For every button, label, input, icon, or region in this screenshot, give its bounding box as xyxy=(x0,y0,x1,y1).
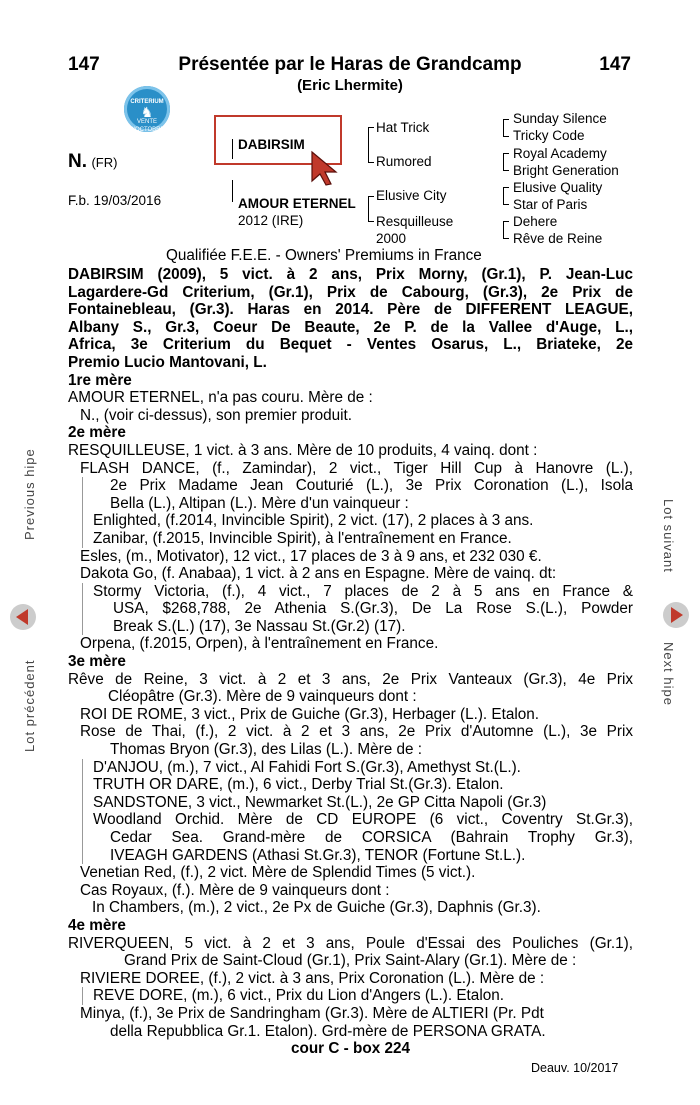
reve-de-reine-line: Rêve de Reine, 3 vict. à 2 et 3 ans, 2e Prix Vanteaux (Gr.3), 4e Prix xyxy=(68,670,633,688)
cas-royaux-line: Cas Royaux, (f.). Mère de 9 vainqueurs dont : xyxy=(80,881,390,899)
esles-line: Esles, (m., Motivator), 12 vict., 17 places de 3 à 9 ans, et 232 030 €. xyxy=(80,547,542,565)
cursor-arrow-icon xyxy=(310,150,340,186)
venetian-red-line: Venetian Red, (f.), 2 vict. Mère de Splendid Times (5 vict.). xyxy=(80,864,476,882)
horse-sex xyxy=(68,151,117,173)
sire-bracket xyxy=(368,127,374,163)
location-box: cour C - box 224 xyxy=(290,1040,410,1058)
footer-date: Deauv. 10/2017 xyxy=(531,1061,619,1075)
dakota-line: Dakota Go, (f. Anabaa), 1 vict. à 2 ans en Espagne. Mère de vainq. dt: xyxy=(80,565,557,583)
stormy-victoria-line: Break S.(L.) (17), 3e Nassau St.(Gr.2) (17). xyxy=(113,617,406,635)
riviere-doree-line: RIVIERE DOREE, (f.), 2 vict. à 3 ans, Prix Coronation (L.). Mère de : xyxy=(80,969,545,987)
rose-de-thai-line: Rose de Thai, (f.), 2 vict. à 2 et 3 ans, 2e Prix d'Automne (L.), 3e Prix xyxy=(80,723,633,741)
g3-star-of-paris: Star of Paris xyxy=(513,197,588,212)
g3-elusive-quality: Elusive Quality xyxy=(513,180,603,195)
sandstone-line: SANDSTONE, 3 vict., Newmarket St.(L.), 2e GP Citta Napoli (Gr.3) xyxy=(93,793,547,811)
first-dam-produce: N., (voir ci-dessus), son premier produit. xyxy=(80,406,353,424)
flash-dance-line: Bella (L.), Altipan (L.). Mère d'un vainqueur : xyxy=(110,494,409,512)
dam-bracket xyxy=(368,196,374,222)
stormy-victoria-line: Stormy Victoria, (f.), 4 vict., 7 places de 2 à 5 ans en France & xyxy=(93,582,633,600)
zanibar-line: Zanibar, (f.2015, Invincible Spirit), à l'entraînement en France. xyxy=(93,529,512,547)
sire-dam: Rumored xyxy=(376,154,432,169)
sire-record-line: Lagardere-Gd Criterium, (Gr.1), Prix de Cabourg, (Gr.3), 2e Prix de xyxy=(68,283,633,301)
minya-line: Minya, (f.), 3e Prix de Sandringham (Gr.3). Mère de ALTIERI (Pr. Pdt xyxy=(80,1004,544,1022)
stormy-block xyxy=(82,583,633,636)
qualification-line: Qualifiée F.E.E. - Owners' Premiums in France xyxy=(166,247,482,264)
flash-dance-block xyxy=(82,477,633,547)
reve-de-reine-line: Cléopâtre (Gr.3). Mère de 9 vainqueurs dont : xyxy=(108,688,417,706)
section-1re-mere: 1re mère xyxy=(68,371,132,389)
second-dam-intro: RESQUILLEUSE, 1 vict. à 3 ans. Mère de 10 produits, 4 vainq. dont : xyxy=(68,441,538,459)
flash-dance-line: FLASH DANCE, (f., Zamindar), 2 vict., Tiger Hill Cup à Hanovre (L.), xyxy=(80,459,633,477)
badge-horse-icon: ♞ xyxy=(140,104,154,120)
reve-dore-line: REVE DORE, (m.), 6 vict., Prix du Lion d'Angers (L.). Etalon. xyxy=(93,987,504,1005)
next-hipe-label[interactable]: Next hipe xyxy=(661,642,676,706)
woodland-orchid-line: Cedar Sea. Grand-mère de CORSICA (Bahrain Trophy Gr.3), xyxy=(110,829,633,846)
page-title: Présentée par le Haras de Grandcamp xyxy=(178,54,522,75)
g3-royal-academy: Royal Academy xyxy=(513,146,607,161)
rose-de-thai-line: Thomas Bryon (Gr.3), des Lilas (L.). Mère de : xyxy=(110,741,422,759)
flash-dance-line: 2e Prix Madame Jean Couturié (L.), 3e Prix Coronation (L.), Isola xyxy=(110,477,633,495)
sire-record-line: Albany S., Gr.3, Coeur De Beaute, 2e P. de la Vallee d'Auge, L., xyxy=(68,318,633,336)
sire-sire: Hat Trick xyxy=(376,120,430,135)
roi-de-rome-line: ROI DE ROME, 3 vict., Prix de Guiche (Gr.3), Herbager (L.). Etalon. xyxy=(80,705,540,723)
horse-origin: (FR) xyxy=(91,155,118,170)
criterium-badge-icon xyxy=(124,86,170,132)
lot-suivant-label[interactable]: Lot suivant xyxy=(661,499,676,573)
sire-record-line: DABIRSIM (2009), 5 vict. à 2 ans, Prix Morny, (Gr.1), P. Jean-Luc xyxy=(68,266,633,283)
lot-precedent-label[interactable]: Lot précédent xyxy=(22,659,37,752)
section-3e-mere: 3e mère xyxy=(68,653,126,671)
woodland-orchid-line: Woodland Orchid. Mère de CD EUROPE (6 vict., Coventry St.Gr.3), xyxy=(93,811,633,829)
rose-de-thai-block xyxy=(82,759,633,865)
horse-sex-value: N. xyxy=(68,151,87,172)
g3-reve-de-reine: Rêve de Reine xyxy=(513,231,603,246)
g3-sunday-silence: Sunday Silence xyxy=(513,111,607,126)
sire-line xyxy=(232,139,234,159)
lot-number-left: 147 xyxy=(68,54,100,75)
section-4e-mere: 4e mère xyxy=(68,916,126,934)
foaled-date: F.b. 19/03/2016 xyxy=(68,193,162,208)
previous-hipe-label[interactable]: Previous hipe xyxy=(22,448,37,540)
minya-line: della Repubblica Gr.1. Etalon). Grd-mère de PERSONA GRATA. xyxy=(110,1022,546,1040)
first-dam-line: AMOUR ETERNEL, n'a pas couru. Mère de : xyxy=(68,389,373,407)
dam-name[interactable]: AMOUR ETERNEL xyxy=(238,196,356,211)
danjou-line: D'ANJOU, (m.), 7 vict., Al Fahidi Fort S.(Gr.3), Amethyst St.(L.). xyxy=(93,758,521,776)
woodland-orchid-line: IVEAGH GARDENS (Athasi St.Gr.3), TENOR (Fortune St.L.). xyxy=(110,846,526,864)
riverqueen-line: Grand Prix de Saint-Cloud (Gr.1), Prix Saint-Alary (Gr.1). Mère de : xyxy=(124,952,577,970)
g3-bright-generation: Bright Generation xyxy=(513,163,619,178)
previous-lot-button[interactable] xyxy=(10,604,36,630)
next-lot-button[interactable] xyxy=(663,602,689,628)
g3-bracket-1 xyxy=(503,119,509,137)
dam-line xyxy=(232,180,234,202)
g3-dehere: Dehere xyxy=(513,214,558,229)
dam-info: 2012 (IRE) xyxy=(238,213,304,228)
sire-record-line: Premio Lucio Mantovani, L. xyxy=(68,353,267,371)
dam-sire: Elusive City xyxy=(376,188,447,203)
catalogue-body xyxy=(68,266,633,1058)
dam-dam: Resquilleuse xyxy=(376,214,454,229)
section-2e-mere: 2e mère xyxy=(68,424,126,442)
g3-bracket-2 xyxy=(503,153,509,171)
stormy-victoria-line: USA, $268,788, 2e Athenia S.(Gr.3), De La Rose S.(L.), Powder xyxy=(113,600,633,618)
truth-or-dare-line: TRUTH OR DARE, (m.), 6 vict., Derby Trial St.(Gr.3). Etalon. xyxy=(93,776,504,794)
riverqueen-line: RIVERQUEEN, 5 vict. à 2 et 3 ans, Poule d'Essai des Pouliches (Gr.1), xyxy=(68,934,633,952)
sire-record-line: Africa, 3e Criterium du Bequet - Ventes Osarus, L., Briateke, 2e xyxy=(68,336,633,354)
riviere-doree-block xyxy=(82,987,633,1005)
orpena-line: Orpena, (f.2015, Orpen), à l'entraînement en France. xyxy=(80,635,439,653)
arrow-left-icon xyxy=(16,609,28,625)
enlighted-line: Enlighted, (f.2014, Invincible Spirit), 2 vict. (17), 2 places à 3 ans. xyxy=(93,512,534,530)
g3-bracket-4 xyxy=(503,221,509,239)
g3-bracket-3 xyxy=(503,187,509,205)
sire-name[interactable]: DABIRSIM xyxy=(238,137,305,152)
g3-tricky-code: Tricky Code xyxy=(513,128,585,143)
badge-line1: CRITERIUM xyxy=(130,99,164,105)
sire-record-line: Fontainebleau, (Gr.3). Haras en 2014. Père de DIFFERENT LEAGUE, xyxy=(68,301,633,319)
arrow-right-icon xyxy=(671,607,683,623)
badge-line2: VENTE D'OCTOBRE xyxy=(129,119,165,133)
lot-number-right: 147 xyxy=(599,54,631,75)
in-chambers-line: In Chambers, (m.), 2 vict., 2e Px de Guiche (Gr.3), Daphnis (Gr.3). xyxy=(92,899,541,917)
page-subtitle: (Eric Lhermite) xyxy=(297,77,403,94)
dam-dam-year: 2000 xyxy=(376,231,407,246)
